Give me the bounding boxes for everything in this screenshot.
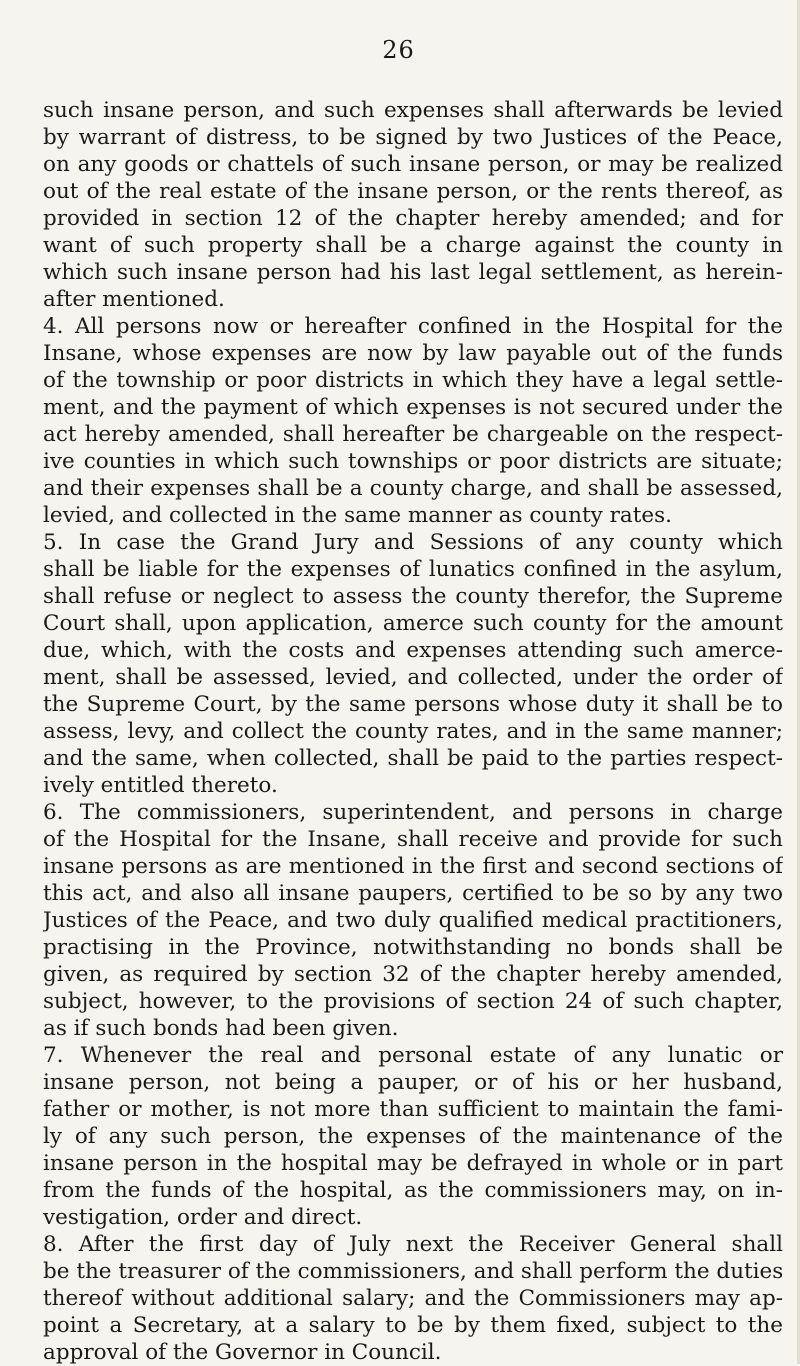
text-line: want of such property shall be a charge against the county in bbox=[43, 233, 783, 258]
text-line: vestigation, order and direct. bbox=[43, 1205, 363, 1230]
text-line: ively entitled thereto. bbox=[43, 773, 278, 798]
text-line: of the Hospital for the Insane, shall receive and provide for such bbox=[43, 827, 783, 852]
text-line: this act, and also all insane paupers, certified to be so by any two bbox=[43, 881, 783, 906]
section-4-start: 4. All persons now or hereafter confined in the Hospital for the bbox=[43, 314, 783, 339]
text-line: ive counties in which such townships or poor districts are situate; bbox=[43, 449, 783, 474]
page-number: 26 bbox=[382, 36, 415, 64]
text-line: shall refuse or neglect to assess the county therefor, the Supreme bbox=[43, 584, 783, 609]
text-line: by warrant of distress, to be signed by two Justices of the Peace, bbox=[43, 125, 783, 150]
text-line: father or mother, is not more than sufficient to maintain the fami- bbox=[43, 1097, 783, 1122]
text-line: act hereby amended, shall hereafter be chargeable on the respect- bbox=[43, 422, 783, 447]
text-line: Insane, whose expenses are now by law payable out of the funds bbox=[43, 341, 783, 366]
text-line: point a Secretary, at a salary to be by them fixed, subject to the bbox=[43, 1313, 783, 1338]
section-7-start: 7. Whenever the real and personal estate of any lunatic or bbox=[43, 1043, 783, 1068]
text-line: practising in the Province, notwithstanding no bonds shall be bbox=[43, 935, 783, 960]
text-line: assess, levy, and collect the county rates, and in the same manner; bbox=[43, 719, 783, 744]
text-line: approval of the Governor in Council. bbox=[43, 1340, 442, 1365]
text-line: after mentioned. bbox=[43, 287, 225, 312]
text-line: subject, however, to the provisions of section 24 of such chapter, bbox=[43, 989, 783, 1014]
text-line: such insane person, and such expenses shall afterwards be levied bbox=[43, 98, 783, 123]
text-line: as if such bonds had been given. bbox=[43, 1016, 399, 1041]
text-line: due, which, with the costs and expenses attending such amerce- bbox=[43, 638, 783, 663]
section-6-start: 6. The commissioners, superintendent, and persons in charge bbox=[43, 800, 783, 825]
text-line: levied, and collected in the same manner as county rates. bbox=[43, 503, 672, 528]
section-8-start: 8. After the first day of July next the Receiver General shall bbox=[43, 1232, 783, 1257]
text-line: shall be liable for the expenses of lunatics confined in the asylum, bbox=[43, 557, 783, 582]
text-line: ment, shall be assessed, levied, and collected, under the order of bbox=[43, 665, 783, 690]
text-line: insane persons as are mentioned in the first and second sections of bbox=[43, 854, 783, 879]
text-line: ment, and the payment of which expenses is not secured under the bbox=[43, 395, 783, 420]
statute-text bbox=[43, 97, 783, 1366]
text-line: the Supreme Court, by the same persons whose duty it shall be to bbox=[43, 692, 783, 717]
text-line: given, as required by section 32 of the chapter hereby amended, bbox=[43, 962, 783, 987]
text-line: out of the real estate of the insane person, or the rents thereof, as bbox=[43, 179, 783, 204]
text-line: thereof without additional salary; and the Commissioners may ap- bbox=[43, 1286, 783, 1311]
text-line: Court shall, upon application, amerce such county for the amount bbox=[43, 611, 783, 636]
text-line: which such insane person had his last legal settlement, as herein- bbox=[43, 260, 783, 285]
text-line: Justices of the Peace, and two duly qualified medical practitioners, bbox=[43, 908, 783, 933]
text-line: ly of any such person, the expenses of the maintenance of the bbox=[43, 1124, 783, 1149]
text-line: insane person, not being a pauper, or of his or her husband, bbox=[43, 1070, 783, 1095]
text-line: and their expenses shall be a county charge, and shall be assessed, bbox=[43, 476, 783, 501]
text-line: of the township or poor districts in which they have a legal settle- bbox=[43, 368, 783, 393]
text-line: on any goods or chattels of such insane person, or may be realized bbox=[43, 152, 783, 177]
text-line: and the same, when collected, shall be paid to the parties respect- bbox=[43, 746, 783, 771]
section-5-start: 5. In case the Grand Jury and Sessions of any county which bbox=[43, 530, 783, 555]
text-line: insane person in the hospital may be defrayed in whole or in part bbox=[43, 1151, 783, 1176]
text-line: from the funds of the hospital, as the commissioners may, on in- bbox=[43, 1178, 783, 1203]
text-line: be the treasurer of the commissioners, and shall perform the duties bbox=[43, 1259, 783, 1284]
text-line: provided in section 12 of the chapter hereby amended; and for bbox=[43, 206, 783, 231]
